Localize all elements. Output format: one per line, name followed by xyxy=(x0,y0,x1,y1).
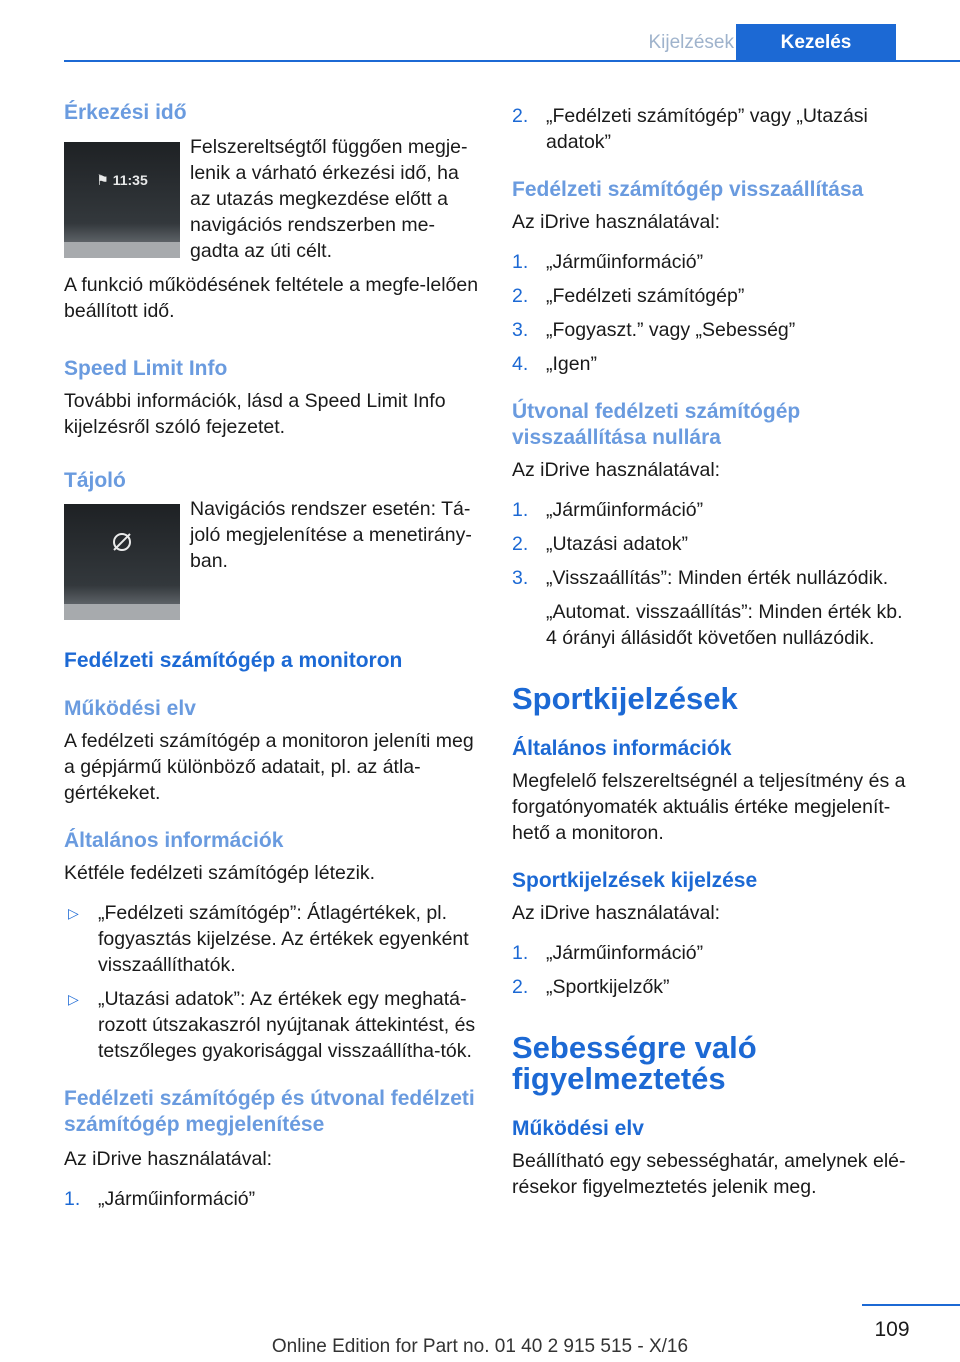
tab-kijelzesek[interactable]: Kijelzések xyxy=(648,32,734,53)
sport-steps xyxy=(512,940,918,1000)
step-number: 2. xyxy=(512,533,529,555)
step-number: 2. xyxy=(512,285,529,307)
right-column xyxy=(512,103,918,1200)
general-heading: Általános információk xyxy=(64,829,284,852)
list-item xyxy=(512,103,918,155)
step-number: 1. xyxy=(512,251,529,273)
obc-types-list xyxy=(64,900,480,1064)
screen-band xyxy=(64,242,180,258)
step-text: „Járműinformáció” xyxy=(546,942,704,964)
step-number: 2. xyxy=(512,976,529,998)
compass-description: Navigációs rendszer esetén: Tá-joló megjelenítése a menetirány-ban. xyxy=(190,498,472,572)
compass-icon xyxy=(110,530,134,554)
reset-heading: Fedélzeti számítógép visszaállítása xyxy=(512,178,864,201)
tab-kezeles[interactable]: Kezelés xyxy=(736,24,896,62)
list-item xyxy=(512,974,918,1000)
arrival-description: Felszereltségtől függően megje-lenik a várható érkezési idő, ha az utazás megkezdése előtt a navigációs rendszerben me-gadta az úti célt. xyxy=(190,136,468,262)
sport-heading: Sportkijelzések xyxy=(512,681,738,716)
compass-block xyxy=(64,494,480,620)
display-text: Az iDrive használatával: xyxy=(64,1148,273,1170)
step-number: 1. xyxy=(64,1188,81,1210)
trip-reset-text: Az iDrive használatával: xyxy=(512,459,721,481)
list-item xyxy=(512,531,918,557)
step-text: „Utazási adatok” xyxy=(546,533,688,555)
step-text: „Járműinformáció” xyxy=(98,1188,256,1210)
list-item xyxy=(512,283,918,309)
trip-reset-heading: Útvonal fedélzeti számítógép visszaállítása nullára xyxy=(512,400,801,449)
sport-display-text: Az iDrive használatával: xyxy=(512,902,721,924)
list-item xyxy=(512,497,918,523)
list-item xyxy=(512,317,918,343)
list-item xyxy=(64,900,480,978)
sport-display-heading: Sportkijelzések kijelzése xyxy=(512,869,758,892)
step-text: „Járműinformáció” xyxy=(546,251,704,273)
step-text: „Fedélzeti számítógép” vagy „Utazási adatok” xyxy=(546,105,868,153)
display-steps xyxy=(64,1186,480,1212)
general-text: Kétféle fedélzeti számítógép létezik. xyxy=(64,862,376,884)
compass-heading: Tájoló xyxy=(64,469,126,492)
sport-general-heading: Általános információk xyxy=(512,737,732,760)
speed-limit-heading: Speed Limit Info xyxy=(64,357,228,380)
footer-divider xyxy=(862,1304,960,1306)
list-item xyxy=(512,351,918,377)
list-item-text: „Utazási adatok”: Az értékek egy meghatá-rozott útszakaszról nyújtanak áttekintést, és tetszőleges gyakorisággal visszaállítha-tók. xyxy=(98,988,476,1062)
edition-footer: Online Edition for Part no. 01 40 2 915 515 - X/16 xyxy=(271,1336,689,1357)
list-item xyxy=(512,565,918,651)
speed-warning-principle-text: Beállítható egy sebességhatár, amelynek elé-résekor figyelmeztetés jelenik meg. xyxy=(512,1150,906,1198)
step-text: „Fogyaszt.” vagy „Sebesség” xyxy=(546,319,796,341)
flag-icon: ⚑ xyxy=(96,172,113,188)
trip-reset-steps xyxy=(512,497,918,651)
screen-band xyxy=(64,604,180,620)
left-column xyxy=(64,100,480,1212)
arrival-time-screen-image xyxy=(64,142,180,258)
header-divider xyxy=(64,60,960,62)
compass-screen-image xyxy=(64,504,180,620)
step-text: „Igen” xyxy=(546,353,597,375)
arrival-block xyxy=(64,126,480,264)
list-item xyxy=(512,940,918,966)
step-text: „Sportkijelzők” xyxy=(546,976,670,998)
step-text: „Fedélzeti számítógép” xyxy=(546,285,745,307)
speed-warning-heading: Sebességre való figyelmeztetés xyxy=(512,1030,757,1096)
speed-warning-principle-heading: Működési elv xyxy=(512,1117,644,1140)
page-header xyxy=(64,0,960,62)
step-text: „Visszaállítás”: Minden érték nullázódik. xyxy=(546,567,889,589)
arrival-note: A funkció működésének feltétele a megfe-lelően beállított idő. xyxy=(64,274,479,322)
step-number: 1. xyxy=(512,942,529,964)
list-item-text: „Fedélzeti számítógép”: Átlagértékek, pl. fogyasztás kijelzése. Az értékek egyenként visszaállíthatók. xyxy=(98,902,469,976)
triangle-bullet-icon: ▷ xyxy=(68,991,79,1007)
step-text: „Járműinformáció” xyxy=(546,499,704,521)
list-item xyxy=(512,249,918,275)
display-heading: Fedélzeti számítógép és útvonal fedélzeti számítógép megjelenítése xyxy=(64,1087,475,1136)
principle-text: A fedélzeti számítógép a monitoron jeleníti meg a gépjármű különböző adatait, pl. az átla-gértékeket. xyxy=(64,730,474,804)
list-item xyxy=(64,986,480,1064)
arrival-clock-value: 11:35 xyxy=(112,172,148,188)
list-item xyxy=(64,1186,480,1212)
obc-heading: Fedélzeti számítógép a monitoron xyxy=(64,649,403,672)
speed-limit-text: További információk, lásd a Speed Limit Info kijelzésről szóló fejezetet. xyxy=(64,390,446,438)
triangle-bullet-icon: ▷ xyxy=(68,905,79,921)
step-subnote: „Automat. visszaállítás”: Minden érték kb. 4 órányi állásidőt követően nullázódik. xyxy=(546,601,903,649)
reset-steps xyxy=(512,249,918,377)
display-steps-continued xyxy=(512,103,918,155)
sport-general-text: Megfelelő felszereltségnél a teljesítmény és a forgatónyomaték aktuális értéke megjelenít-hető a monitoron. xyxy=(512,770,906,844)
reset-text: Az iDrive használatával: xyxy=(512,211,721,233)
arrival-clock xyxy=(64,172,180,189)
step-number: 2. xyxy=(512,105,529,127)
step-number: 1. xyxy=(512,499,529,521)
step-number: 3. xyxy=(512,567,529,589)
principle-heading: Működési elv xyxy=(64,697,196,720)
page-number: 109 xyxy=(874,1318,910,1341)
arrival-heading: Érkezési idő xyxy=(64,101,187,124)
step-number: 4. xyxy=(512,353,529,375)
step-number: 3. xyxy=(512,319,529,341)
